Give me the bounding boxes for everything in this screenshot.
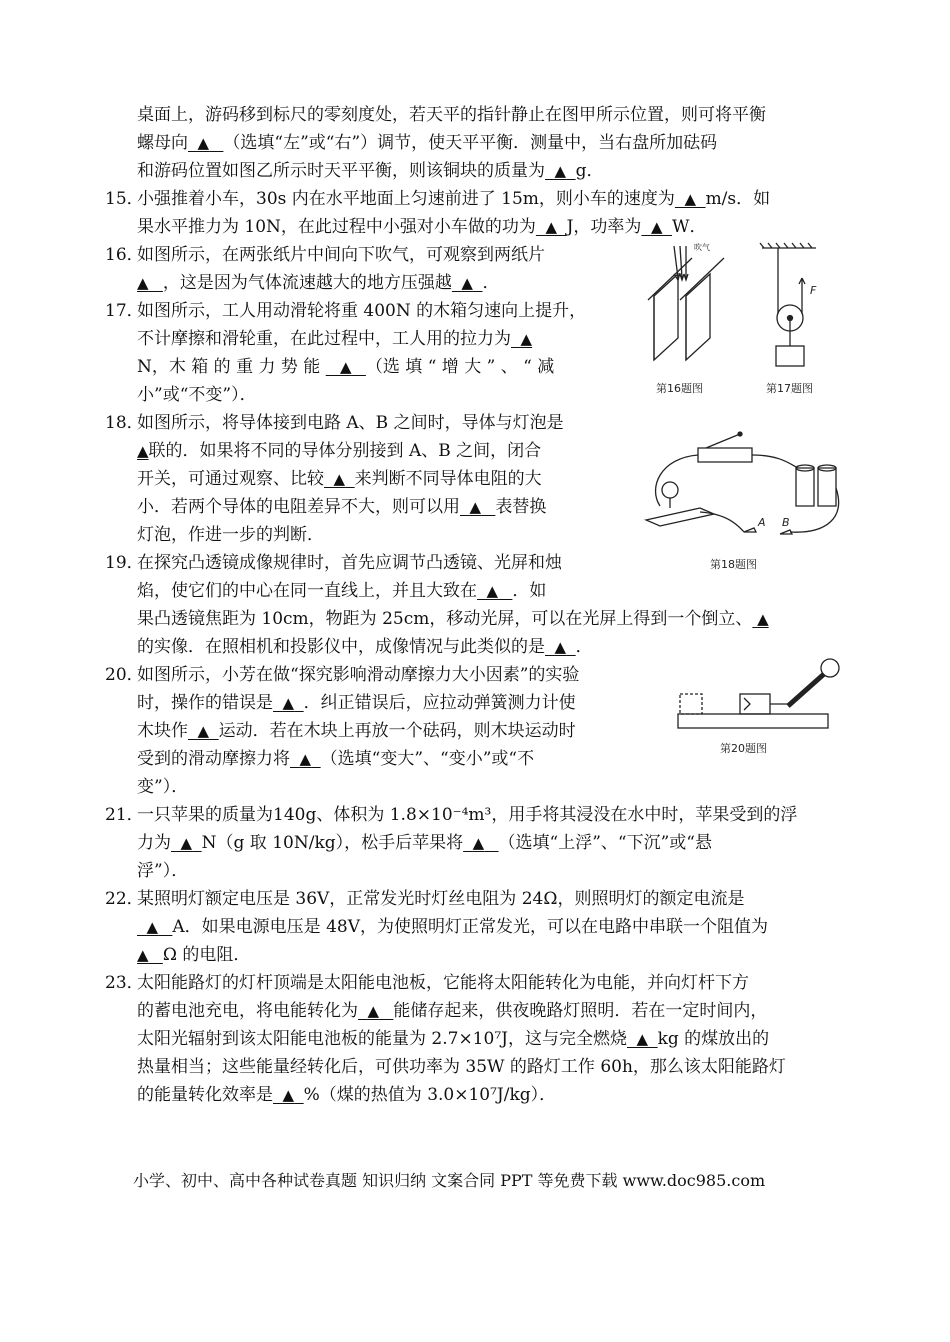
- answer-blank[interactable]: ▲: [684, 190, 697, 208]
- clip-a: [744, 528, 756, 532]
- answer-blank[interactable]: ▲: [461, 274, 473, 292]
- q19-line-1: 在探究凸透镜成像规律时，首先应调节凸透镜、光屏和烛: [137, 553, 562, 573]
- answer-blank[interactable]: ▲: [545, 218, 558, 236]
- q21-line-1: 一只苹果的质量为140g、体积为 1.8×10⁻⁴m³，用手将其浸没在水中时，苹果受到的浮: [137, 805, 798, 825]
- figure-20-caption: 第20题图: [720, 742, 767, 755]
- q14-line-3: 和游码位置如图乙所示时天平平衡，则该铜块的质量为 ▲ g．: [137, 161, 604, 181]
- q19-line-4: 的实像．在照相机和投影仪中，成像情况与此类似的是 ▲ ．: [137, 637, 593, 657]
- answer-blank[interactable]: ▲: [554, 162, 567, 180]
- q18-line-5: 灯泡，作进一步的判断．: [137, 525, 324, 545]
- blow-label: 吹气: [694, 243, 710, 252]
- spring-scale: [788, 674, 824, 706]
- q20-number: 20．: [105, 665, 144, 685]
- answer-blank[interactable]: ▲: [367, 1002, 380, 1020]
- q22-line-2: ▲ A．如果电源电压是 48V，为使照明灯正常发光，可以在电路中串联一个阻值为: [137, 915, 768, 939]
- answer-blank[interactable]: ▲: [650, 218, 663, 236]
- force-label: F: [810, 284, 817, 297]
- q23-line-2: 的蓄电池充电，将电能转化为 ▲ 能储存起来，供夜晚路灯照明．若在一定时间内，: [137, 1001, 768, 1021]
- switch: [698, 448, 752, 462]
- q21-line-3: 浮”）．: [137, 861, 189, 881]
- figure-17-caption: 第17题图: [766, 382, 813, 395]
- q17-line-1: 如图所示，工人用动滑轮将重 400N 的木箱匀速向上提升，: [137, 301, 587, 321]
- answer-blank[interactable]: ▲: [137, 442, 149, 460]
- battery-1: [796, 468, 814, 506]
- q17-line-3: N，木 箱 的 重 力 势 能 ▲ （选 填 “ 增 大 ” 、 “ 减: [137, 357, 555, 377]
- q15-number: 15．: [105, 189, 144, 209]
- figure-20: [674, 654, 850, 760]
- board-surface: [678, 714, 828, 728]
- q22-number: 22．: [105, 889, 144, 909]
- q20-line-4: 受到的滑动摩擦力将 ▲ （选填“变大”、“变小”或“不: [137, 749, 535, 769]
- q17-line-2: 不计摩擦和滑轮重，在此过程中，工人用的拉力为 ▲: [137, 329, 533, 349]
- answer-blank[interactable]: ▲: [137, 946, 149, 964]
- q18-line-1: 如图所示，将导体接到电路 A、B 之间时，导体与灯泡是: [137, 413, 564, 433]
- answer-blank[interactable]: ▲: [282, 1086, 295, 1104]
- answer-blank[interactable]: ▲: [757, 610, 769, 628]
- q19-number: 19．: [105, 553, 144, 573]
- point-a-label: A: [758, 516, 766, 529]
- q23-number: 23．: [105, 973, 144, 993]
- answer-blank[interactable]: ▲: [180, 834, 193, 852]
- answer-blank[interactable]: ▲: [282, 694, 295, 712]
- q23-line-4: 热量相当；这些能量经转化后，可供功率为 35W 的路灯工作 60h，那么该太阳能路灯: [137, 1057, 786, 1077]
- q16-line-1: 如图所示，在两张纸片中间向下吹气，可观察到两纸片: [137, 245, 545, 265]
- figure-16-caption: 第16题图: [656, 382, 703, 395]
- q15-line-1: 小强推着小车，30s 内在水平地面上匀速前进了 15m，则小车的速度为 ▲ m/s．如: [137, 189, 771, 209]
- q16-number: 16．: [105, 245, 144, 265]
- answer-blank[interactable]: ▲: [197, 722, 210, 740]
- answer-blank[interactable]: ▲: [333, 470, 346, 488]
- q19-line-3: 果凸透镜焦距为 10cm，物距为 25cm，移动光屏，可以在光屏上得到一个倒立、 ▲: [137, 609, 769, 629]
- q23-line-1: 太阳能路灯的灯杆顶端是太阳能电池板，它能将太阳能转化为电能，并向灯杆下方: [137, 973, 749, 993]
- q20-line-5: 变”）．: [137, 777, 189, 797]
- answer-blank[interactable]: ▲: [636, 1030, 649, 1048]
- dashed-block: [680, 694, 702, 714]
- answer-blank[interactable]: ▲: [146, 918, 159, 936]
- footer-text: 小学、初中、高中各种试卷真题 知识归纳 文案合同 PPT 等免费下载 www.doc985.com: [133, 1171, 766, 1190]
- q15-line-2: 果水平推力为 10N，在此过程中小强对小车做的功为 ▲ J，功率为 ▲ W．: [137, 217, 707, 237]
- q20-line-3: 木块作 ▲ 运动．若在木块上再放一个砝码，则木块运动时: [137, 721, 576, 741]
- q20-line-1: 如图所示，小芳在做“探究影响滑动摩擦力大小因素”的实验: [137, 665, 580, 685]
- q22-line-3: ▲ Ω 的电阻．: [137, 945, 251, 965]
- q20-line-2: 时，操作的错误是 ▲ ．纠正错误后，应拉动弹簧测力计使: [137, 693, 576, 713]
- answer-blank[interactable]: ▲: [299, 750, 312, 768]
- q23-line-3: 太阳光辐射到该太阳能电池板的能量为 2.7×10⁷J，这与完全燃烧 ▲ kg 的煤放出的: [137, 1029, 770, 1049]
- paper-sheets-figure: [648, 246, 724, 360]
- q21-number: 21．: [105, 805, 144, 825]
- point-b-label: B: [782, 516, 790, 529]
- q22-line-1: 某照明灯额定电压是 36V，正常发光时灯丝电阻为 24Ω，则照明灯的额定电流是: [137, 889, 745, 909]
- q18-line-4: 小．若两个导体的电阻差异不大，则可以用 ▲ 表替换: [137, 497, 547, 517]
- q18-line-2: ▲联的．如果将不同的导体分别接到 A、B 之间，闭合: [137, 441, 542, 461]
- q18-line-3: 开关，可通过观察、比较 ▲ 来判断不同导体电阻的大: [137, 469, 542, 489]
- q18-number: 18．: [105, 413, 144, 433]
- figure-16-17: [640, 238, 850, 400]
- answer-blank[interactable]: ▲: [472, 834, 485, 852]
- q16-line-2: ▲ ，这是因为气体流速越大的地方压强越 ▲ ．: [137, 273, 500, 293]
- q17-number: 17．: [105, 301, 144, 321]
- bulb: [662, 482, 678, 498]
- pulley-figure: [760, 243, 816, 366]
- answer-blank[interactable]: ▲: [486, 582, 499, 600]
- q21-line-2: 力为 ▲ N（g 取 10N/kg），松手后苹果将 ▲ （选填“上浮”、“下沉”或“悬: [137, 833, 712, 853]
- q19-line-2: 焰，使它们的中心在同一直线上，并且大致在 ▲ ．如: [137, 581, 547, 601]
- q14-line-2: 螺母向 ▲ （选填“左”或“右”）调节，使天平平衡．测量中，当右盘所加砝码: [137, 133, 718, 153]
- hand: [821, 659, 839, 677]
- figure-18: [640, 428, 850, 578]
- q14-line-1: 桌面上，游码移到标尺的零刻度处，若天平的指针静止在图甲所示位置，则可将平衡: [137, 105, 766, 125]
- board: [646, 508, 714, 526]
- q23-line-5: 的能量转化效率是 ▲ %（煤的热值为 3.0×10⁷J/kg）．: [137, 1085, 557, 1105]
- figure-18-caption: 第18题图: [710, 558, 757, 571]
- wood-block: [740, 694, 770, 714]
- answer-blank[interactable]: ▲: [197, 134, 210, 152]
- answer-blank[interactable]: ▲: [137, 274, 149, 292]
- answer-blank[interactable]: ▲: [554, 638, 567, 656]
- q17-line-4: 小”或“不变”）．: [137, 385, 257, 405]
- answer-blank[interactable]: ▲: [520, 330, 533, 348]
- answer-blank[interactable]: ▲: [340, 358, 352, 376]
- answer-blank[interactable]: ▲: [469, 498, 482, 516]
- battery-2: [818, 468, 836, 506]
